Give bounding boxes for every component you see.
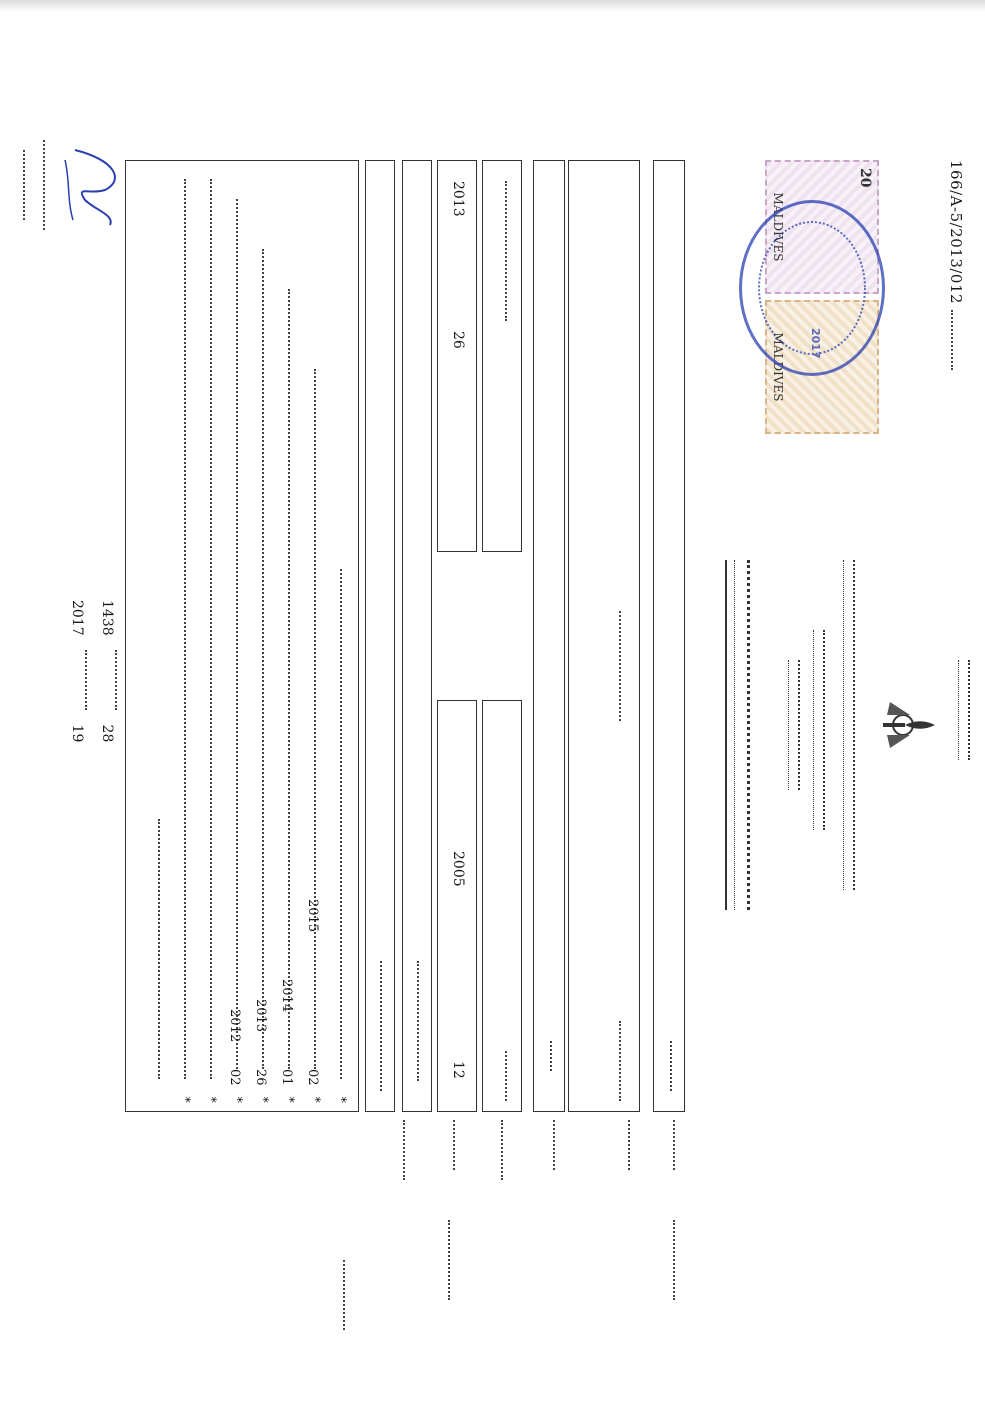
field-box-id-left <box>482 160 522 552</box>
label-section-3 <box>335 1260 345 1330</box>
footer-hijri-day: 28 <box>99 724 115 743</box>
note-bullet: * <box>229 1096 244 1103</box>
document-title-script <box>734 560 750 910</box>
note-bullet: * <box>255 1096 270 1103</box>
date-year: 2013 <box>450 181 466 217</box>
field-box-father <box>402 160 432 1112</box>
note-day: 26 <box>253 1069 268 1086</box>
date-day-2: 12 <box>450 1061 466 1079</box>
note-day: 02 <box>305 1069 320 1086</box>
footer-greg-day: 19 <box>69 724 85 743</box>
note-bullet: * <box>333 1096 348 1103</box>
label-name <box>665 1120 675 1170</box>
note-year: 2015 <box>305 899 320 933</box>
section-2-value-script <box>372 961 382 1091</box>
date-year-2: 2005 <box>450 851 466 887</box>
note-bullet: * <box>177 1096 192 1103</box>
note-script <box>332 569 342 1079</box>
note-script <box>176 179 186 1079</box>
note-row-8 <box>146 169 166 1103</box>
field-box-date-left <box>437 160 477 552</box>
header-ministry-script <box>843 560 855 890</box>
field-box-name <box>653 160 685 1112</box>
note-row-4 <box>250 169 270 1103</box>
id-left-value-script <box>497 181 507 321</box>
stamp-value: 20 <box>857 168 873 188</box>
label-father <box>395 1120 405 1180</box>
address-value-script-1 <box>611 611 621 721</box>
field-box-address <box>568 160 640 1112</box>
footer-greg-month-script <box>77 650 87 710</box>
note-bullet: * <box>281 1096 296 1103</box>
label-section-1 <box>665 1220 675 1300</box>
note-year: 2012 <box>227 1009 242 1043</box>
label-section-2 <box>440 1220 450 1300</box>
reference-number: 166/A-5/2013/012 <box>947 160 965 305</box>
emblem-icon <box>875 690 945 760</box>
footer-hijri-date <box>99 600 115 742</box>
label-address <box>620 1120 630 1170</box>
note-row-2 <box>302 169 322 1103</box>
header-address-script <box>788 660 800 790</box>
field-box-id-right <box>482 700 522 1112</box>
signature-icon <box>55 140 135 230</box>
reference-label-script <box>943 310 953 370</box>
date-day: 26 <box>450 331 466 349</box>
note-bullet: * <box>203 1096 218 1103</box>
name-value-script <box>662 1041 672 1091</box>
seal-year: 2017 <box>809 328 822 359</box>
nationality-value-script <box>542 1041 552 1071</box>
signatory-title-script <box>15 150 25 220</box>
stamp-country-label-2: MALDIVES <box>771 332 785 402</box>
official-signature <box>55 140 135 230</box>
footer-hijri-year: 1438 <box>99 600 115 636</box>
note-script <box>254 249 264 1069</box>
label-id <box>493 1120 503 1180</box>
stamps-and-seal <box>735 140 885 440</box>
field-box-nationality <box>533 160 565 1112</box>
note-script <box>306 369 316 1069</box>
note-script <box>280 289 290 1069</box>
footer-greg-year: 2017 <box>69 600 85 636</box>
note-row-5 <box>224 169 244 1103</box>
note-bullet: * <box>307 1096 322 1103</box>
note-row-1 <box>328 169 348 1103</box>
label-nationality <box>545 1120 555 1170</box>
note-row-6 <box>198 169 218 1103</box>
note-script <box>228 199 238 1069</box>
official-round-seal <box>739 200 885 376</box>
note-day: 02 <box>227 1069 242 1086</box>
label-dob <box>445 1120 455 1170</box>
note-script <box>202 179 212 1079</box>
field-box-section-2 <box>365 160 395 1112</box>
note-year: 2014 <box>279 979 294 1013</box>
id-value-script <box>497 1051 507 1101</box>
note-row-7 <box>172 169 192 1103</box>
state-emblem <box>875 690 945 760</box>
footer-gregorian-date <box>69 600 85 742</box>
stamp-country-label: MALDIVES <box>771 192 785 262</box>
note-script <box>150 819 160 1079</box>
note-day: 01 <box>279 1069 294 1086</box>
note-row-3 <box>276 169 296 1103</box>
field-box-date-right <box>437 700 477 1112</box>
footer-hijri-month-script <box>107 650 117 710</box>
signatory-name-script <box>35 140 45 230</box>
father-value-script <box>409 961 419 1081</box>
note-year: 2013 <box>253 999 268 1033</box>
document-title-underline <box>725 560 727 910</box>
header-bismillah-script <box>958 660 970 760</box>
notes-box <box>125 160 359 1112</box>
header-office-script <box>813 630 825 830</box>
address-value-script-2 <box>611 1021 621 1101</box>
